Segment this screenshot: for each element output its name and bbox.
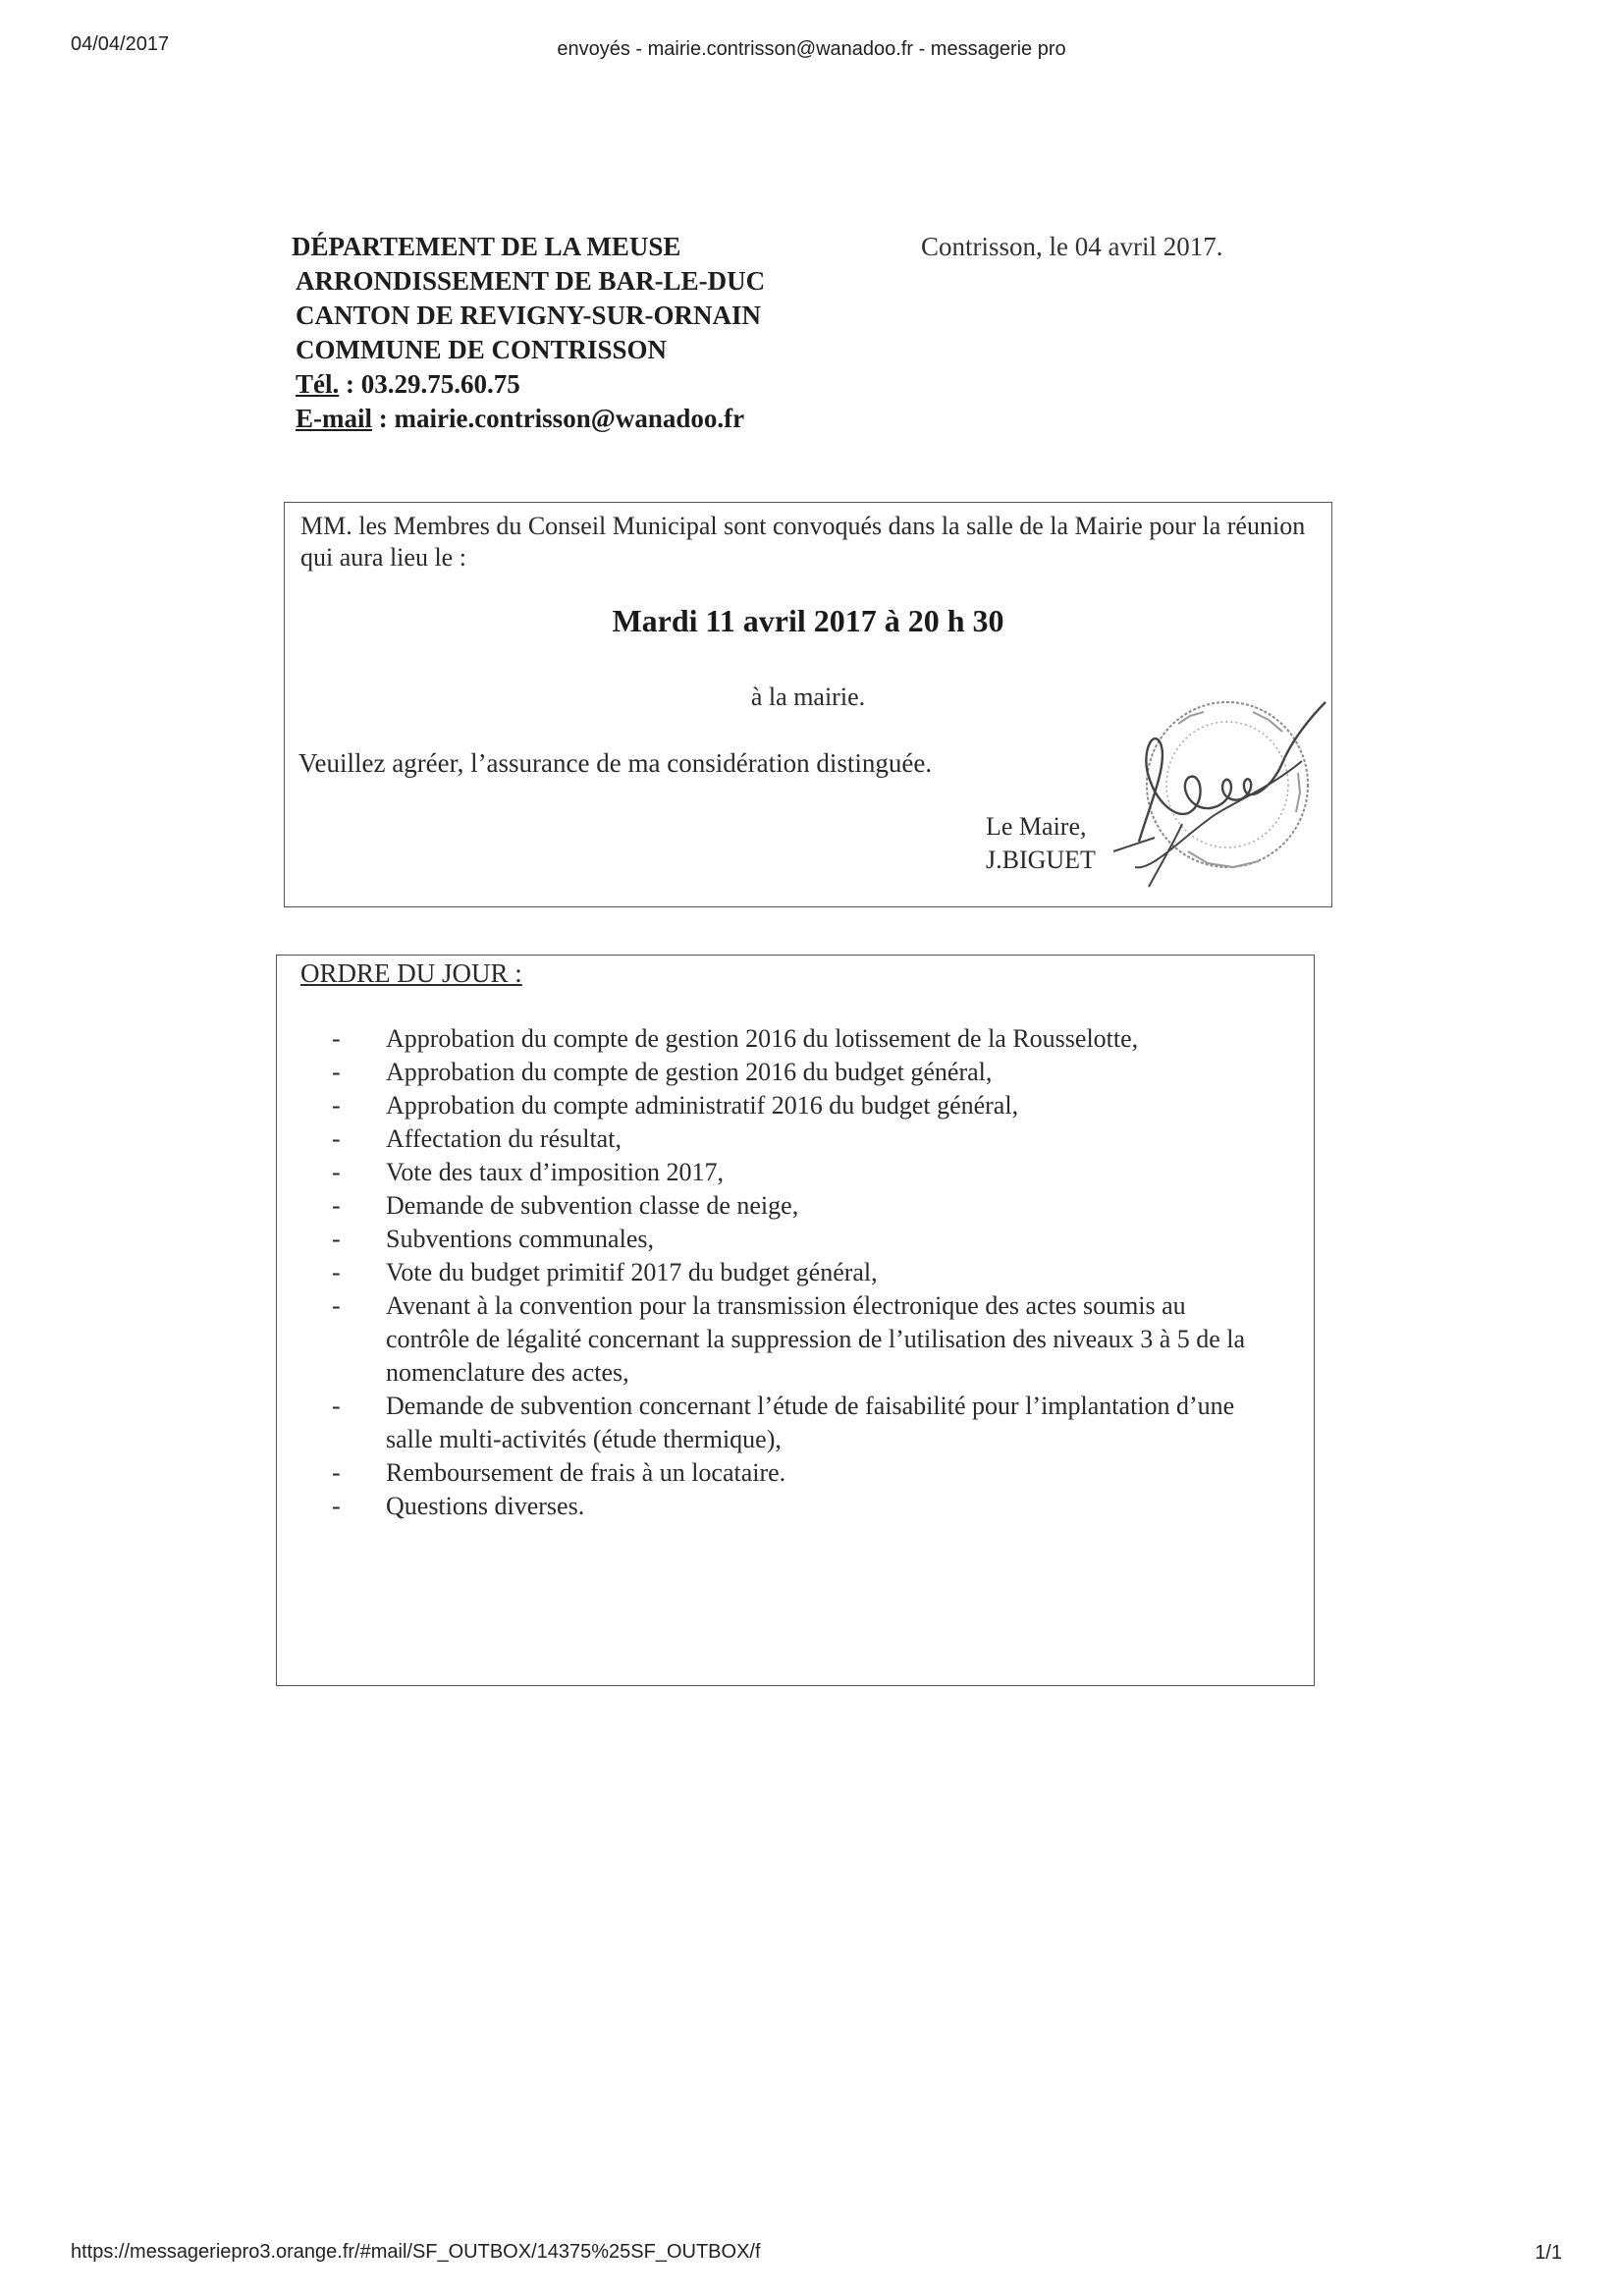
seal-icon <box>1147 702 1308 867</box>
agenda-item-text: Approbation du compte de gestion 2016 du lotissement de la Rousselotte, <box>386 1024 1139 1053</box>
agenda-item-text: Avenant à la convention pour la transmission électronique des actes soumis au contrôle de légalité concernant la suppression de l’utilisation des niveaux 3 à 5 de la nomenclature des actes, <box>386 1291 1246 1387</box>
letterhead-arrondissement: ARRONDISSEMENT DE BAR-LE-DUC <box>296 266 766 296</box>
signature-icon <box>1113 702 1325 887</box>
agenda-item-text: Approbation du compte administratif 2016 du budget général, <box>386 1091 1019 1120</box>
convocation-text: MM. les Membres du Conseil Municipal sont convoqués dans la salle de la Mairie pour la réunion qui aura lieu le : <box>300 512 1306 572</box>
letterhead-commune: COMMUNE DE CONTRISSON <box>296 335 668 364</box>
agenda-item-text: Approbation du compte de gestion 2016 du budget général, <box>386 1058 993 1086</box>
agenda-item <box>332 1022 1274 1056</box>
print-header-date: 04/04/2017 <box>71 33 170 55</box>
agenda-dash: - <box>332 1291 341 1320</box>
agenda-item <box>332 1256 1274 1289</box>
phone-value: : 03.29.75.60.75 <box>339 369 520 399</box>
agenda-dash: - <box>332 1492 341 1520</box>
agenda-dash: - <box>332 1191 341 1220</box>
agenda-item-text: Subventions communales, <box>386 1225 654 1253</box>
meeting-place: à la mairie. <box>750 683 866 711</box>
agenda-dash: - <box>332 1458 341 1487</box>
agenda-item-text: Questions diverses. <box>386 1492 585 1520</box>
agenda-item <box>332 1289 1274 1390</box>
agenda-item-text: Demande de subvention concernant l’étude de faisabilité pour l’implantation d’une salle multi-activités (étude thermique), <box>386 1392 1235 1453</box>
agenda-dash: - <box>332 1258 341 1286</box>
mayor-title: Le Maire, <box>986 812 1087 841</box>
agenda-item <box>332 1122 1274 1156</box>
agenda-item <box>332 1089 1274 1122</box>
agenda-dash: - <box>332 1158 341 1186</box>
agenda-dash: - <box>332 1058 341 1086</box>
letterhead-department: DÉPARTEMENT DE LA MEUSE <box>292 232 681 261</box>
agenda-dash: - <box>332 1124 341 1153</box>
agenda-item <box>332 1223 1274 1256</box>
agenda-list <box>332 1022 1274 1523</box>
agenda-item-text: Vote des taux d’imposition 2017, <box>386 1158 725 1186</box>
agenda-item <box>332 1156 1274 1189</box>
letterhead-phone <box>292 367 765 402</box>
mayor-name: J.BIGUET <box>986 846 1096 874</box>
convocation-box <box>284 502 1332 907</box>
agenda-heading: ORDRE DU JOUR : <box>300 958 522 988</box>
print-header-title: envoyés - mairie.contrisson@wanadoo.fr - messagerie pro <box>557 38 1066 60</box>
agenda-item-text: Vote du budget primitif 2017 du budget général, <box>386 1258 878 1286</box>
mayor-seal-and-signature-icon <box>1080 694 1335 910</box>
agenda-dash: - <box>332 1091 341 1120</box>
agenda-item-text: Affectation du résultat, <box>386 1124 622 1153</box>
email-value: : mairie.contrisson@wanadoo.fr <box>372 404 745 433</box>
meeting-datetime: Mardi 11 avril 2017 à 20 h 30 <box>612 603 1004 638</box>
agenda-item-text: Demande de subvention classe de neige, <box>386 1191 799 1220</box>
agenda-dash: - <box>332 1024 341 1053</box>
agenda-item-text: Remboursement de frais à un locataire. <box>386 1458 786 1487</box>
place-date: Contrisson, le 04 avril 2017. <box>921 232 1223 261</box>
phone-label: Tél. <box>296 369 340 399</box>
agenda-box <box>276 955 1315 1686</box>
agenda-item <box>332 1456 1274 1490</box>
print-footer-url: https://messageriepro3.orange.fr/#mail/SF_OUTBOX/14375%25SF_OUTBOX/f <box>71 2241 761 2263</box>
letterhead-email <box>292 402 765 436</box>
agenda-item <box>332 1056 1274 1089</box>
agenda-item <box>332 1490 1274 1523</box>
agenda-item <box>332 1390 1274 1456</box>
letterhead-canton: CANTON DE REVIGNY-SUR-ORNAIN <box>296 301 762 330</box>
agenda-item <box>332 1189 1274 1223</box>
letterhead <box>292 230 765 436</box>
agenda-dash: - <box>332 1225 341 1253</box>
closing-line: Veuillez agréer, l’assurance de ma considération distinguée. <box>298 748 933 778</box>
agenda-dash: - <box>332 1392 341 1420</box>
email-label: E-mail <box>296 404 372 433</box>
print-footer-page-number: 1/1 <box>1535 2242 1562 2264</box>
